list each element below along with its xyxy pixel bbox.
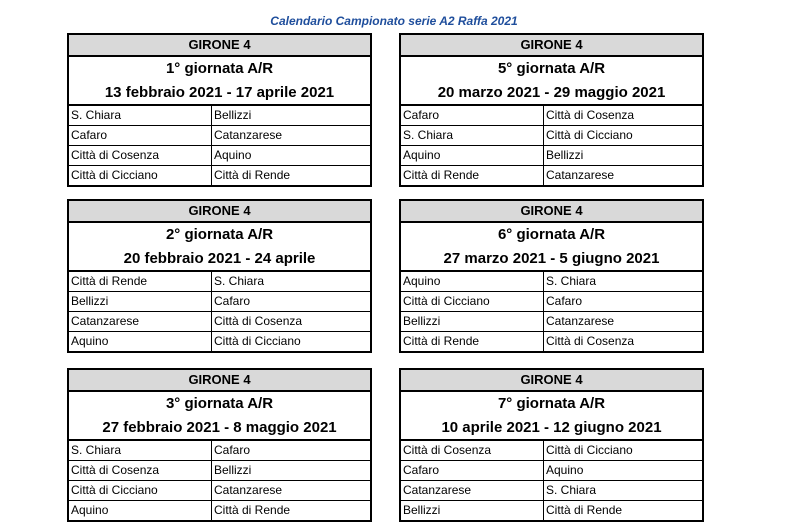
away-team: Catanzarese	[214, 483, 283, 497]
home-team: Città di Cicciano	[69, 166, 212, 185]
away-team: S. Chiara	[214, 274, 265, 288]
away-team: Città di Cicciano	[546, 128, 633, 142]
match-row	[401, 500, 702, 520]
home-team: Catanzarese	[69, 312, 212, 331]
match-row	[401, 272, 702, 291]
away-team: Città di Rende	[214, 168, 291, 182]
away-team: Città di Cosenza	[546, 334, 635, 348]
home-team: Bellizzi	[401, 501, 544, 520]
away-team: Città di Cicciano	[214, 334, 301, 348]
away-team: Aquino	[214, 148, 252, 162]
away-team: Aquino	[546, 463, 584, 477]
match-list	[69, 106, 370, 185]
match-row	[69, 441, 370, 460]
match-row	[401, 441, 702, 460]
match-row	[401, 460, 702, 480]
page-title: Calendario Campionato serie A2 Raffa 2021	[270, 14, 518, 28]
round-dates: 20 febbraio 2021 - 24 aprile	[69, 247, 370, 272]
round-card	[399, 33, 704, 187]
group-header: GIRONE 4	[69, 201, 370, 223]
home-team: S. Chiara	[401, 126, 544, 145]
match-row	[401, 331, 702, 351]
away-team: S. Chiara	[546, 483, 597, 497]
group-header: GIRONE 4	[69, 370, 370, 392]
home-team: Cafaro	[69, 126, 212, 145]
away-team: Catanzarese	[546, 314, 615, 328]
home-team: Città di Cosenza	[69, 461, 212, 480]
home-team: Bellizzi	[401, 312, 544, 331]
match-row	[69, 272, 370, 291]
home-team: Città di Cicciano	[401, 292, 544, 311]
match-list	[401, 441, 702, 520]
away-team: Città di Cosenza	[214, 314, 303, 328]
round-card	[399, 368, 704, 522]
home-team: Aquino	[401, 146, 544, 165]
away-team: Città di Rende	[214, 503, 291, 517]
away-team: Bellizzi	[214, 463, 252, 477]
home-team: Aquino	[69, 501, 212, 520]
group-header: GIRONE 4	[401, 35, 702, 57]
match-row	[401, 125, 702, 145]
match-row	[69, 125, 370, 145]
round-card	[67, 368, 372, 522]
round-card	[399, 199, 704, 353]
group-header: GIRONE 4	[69, 35, 370, 57]
match-row	[401, 165, 702, 185]
home-team: Città di Cicciano	[69, 481, 212, 500]
match-row	[69, 460, 370, 480]
match-row	[69, 311, 370, 331]
round-dates: 27 febbraio 2021 - 8 maggio 2021	[69, 416, 370, 441]
match-row	[401, 145, 702, 165]
home-team: S. Chiara	[69, 106, 212, 125]
home-team: Città di Rende	[69, 272, 212, 291]
home-team: Aquino	[401, 272, 544, 291]
match-row	[69, 500, 370, 520]
away-team: S. Chiara	[546, 274, 597, 288]
round-title: 7° giornata A/R	[497, 395, 606, 412]
away-team: Città di Cicciano	[546, 443, 633, 457]
group-header: GIRONE 4	[401, 370, 702, 392]
home-team: Catanzarese	[401, 481, 544, 500]
round-dates: 13 febbraio 2021 - 17 aprile 2021	[69, 81, 370, 106]
home-team: Cafaro	[401, 461, 544, 480]
match-row	[69, 331, 370, 351]
round-title: 5° giornata A/R	[497, 60, 606, 77]
away-team: Cafaro	[546, 294, 583, 308]
home-team: Città di Rende	[401, 332, 544, 351]
home-team: Bellizzi	[69, 292, 212, 311]
away-team: Bellizzi	[214, 108, 252, 122]
round-title: 3° giornata A/R	[165, 395, 274, 412]
match-row	[69, 480, 370, 500]
round-dates: 20 marzo 2021 - 29 maggio 2021	[401, 81, 702, 106]
round-dates: 27 marzo 2021 - 5 giugno 2021	[401, 247, 702, 272]
round-title: 1° giornata A/R	[165, 60, 274, 77]
group-header: GIRONE 4	[401, 201, 702, 223]
away-team: Catanzarese	[214, 128, 283, 142]
away-team: Cafaro	[214, 294, 251, 308]
match-row	[401, 291, 702, 311]
away-team: Città di Rende	[546, 503, 623, 517]
match-row	[69, 106, 370, 125]
match-list	[401, 106, 702, 185]
round-dates: 10 aprile 2021 - 12 giugno 2021	[401, 416, 702, 441]
match-row	[69, 145, 370, 165]
home-team: Città di Cosenza	[401, 441, 544, 460]
away-team: Catanzarese	[546, 168, 615, 182]
round-card	[67, 199, 372, 353]
home-team: S. Chiara	[69, 441, 212, 460]
match-row	[69, 291, 370, 311]
away-team: Città di Cosenza	[546, 108, 635, 122]
match-row	[401, 311, 702, 331]
match-row	[401, 106, 702, 125]
away-team: Bellizzi	[546, 148, 584, 162]
away-team: Cafaro	[214, 443, 251, 457]
home-team: Cafaro	[401, 106, 544, 125]
match-row	[69, 165, 370, 185]
match-row	[401, 480, 702, 500]
round-title: 2° giornata A/R	[165, 226, 274, 243]
round-card	[67, 33, 372, 187]
match-list	[401, 272, 702, 351]
home-team: Città di Rende	[401, 166, 544, 185]
home-team: Città di Cosenza	[69, 146, 212, 165]
match-list	[69, 272, 370, 351]
round-title: 6° giornata A/R	[497, 226, 606, 243]
match-list	[69, 441, 370, 520]
home-team: Aquino	[69, 332, 212, 351]
